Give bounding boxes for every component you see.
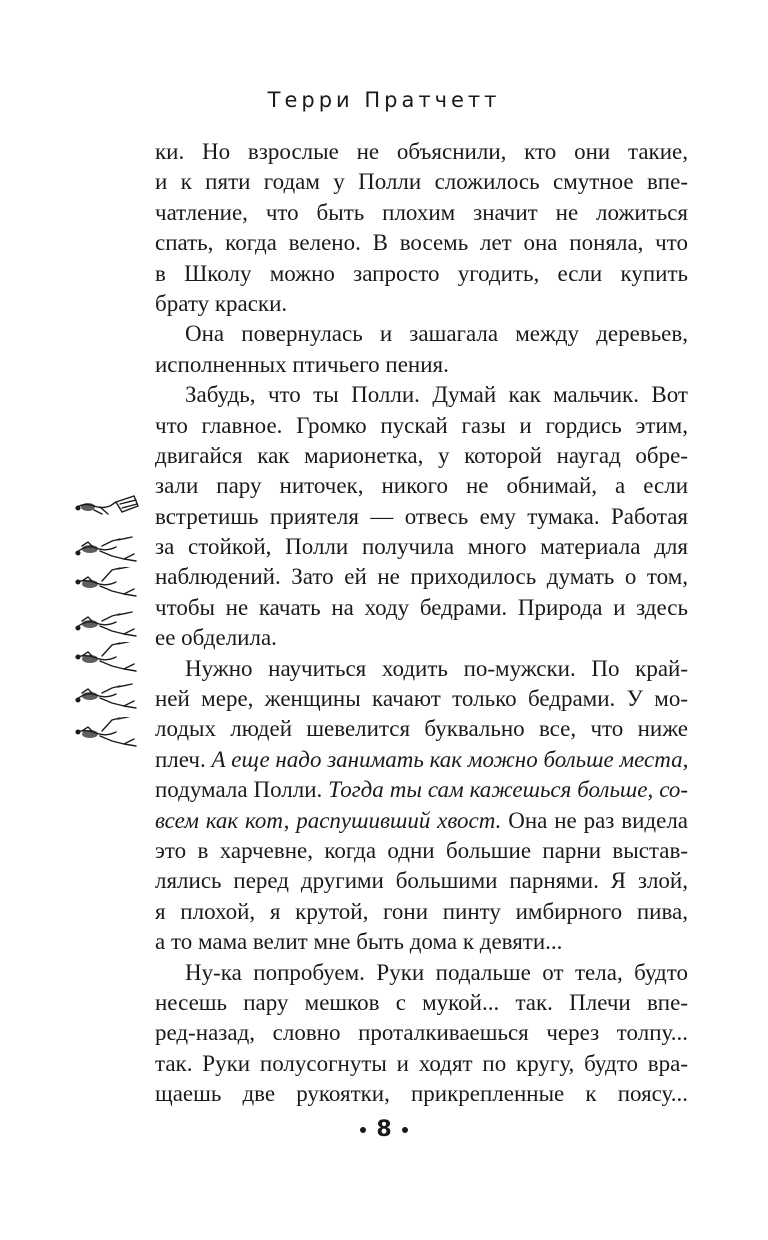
text-line: исполненных птичьего пения. [155, 351, 449, 377]
text-line: плеч. А еще надо занимать как можно больше места, [155, 746, 689, 772]
text-line: за стойкой, Полли получила много материала для [155, 534, 688, 560]
text-line: а то мама велит мне быть дома к девяти... [155, 929, 563, 955]
text-line: что главное. Громко пускай газы и гордись этим, [155, 412, 688, 438]
text-line: ее обделила. [155, 625, 277, 651]
text-line: брату краски. [155, 290, 288, 316]
text-line: ней мере, женщины качают только бедрами. У мо- [155, 686, 688, 712]
falling-witch-flipbook-icon [72, 679, 144, 709]
text-line: Она повернулась и зашагала между деревьев, [185, 321, 688, 347]
text-line: Нужно научиться ходить по-мужски. По край- [185, 655, 688, 681]
text-line: ред-назад, словно проталкиваешься через толпу... [155, 1020, 688, 1046]
text-line: так. Руки полусогнуты и ходят по кругу, будто вра- [155, 1050, 688, 1076]
falling-witch-flipbook-icon [72, 642, 144, 672]
body-text [155, 137, 688, 1110]
falling-witch-flipbook-icon [72, 492, 144, 522]
text-line: всем как кот, распушивший хвост. Она не раз видела [155, 807, 689, 833]
text-line: лялись перед другими большими парнями. Я злой, [155, 868, 688, 894]
text-line: подумала Полли. Тогда ты сам кажешься больше, со- [155, 777, 688, 803]
text-line: я плохой, я крутой, гони пинту имбирного пива, [155, 898, 688, 924]
falling-witch-flipbook-icon [72, 717, 144, 747]
text-line: встретишь приятеля — отвесь ему тумака. Работая [155, 503, 688, 529]
falling-witch-flipbook-icon [72, 607, 144, 637]
text-line: чтобы не качать на ходу бедрами. Природа и здесь [155, 594, 688, 620]
bullet-icon [360, 1127, 366, 1133]
italic-phrase: А еще надо занимать как можно больше места, [211, 746, 689, 772]
text-line: зали пару ниточек, никого не обнимай, а если [155, 473, 688, 499]
text-line: лодых людей шевелится буквально все, что ниже [155, 716, 688, 742]
text-line: наблюдений. Зато ей не приходилось думать о том, [155, 564, 688, 590]
text-line: и к пяти годам у Полли сложилось смутное впе- [155, 169, 688, 195]
falling-witch-flipbook-icon [72, 532, 144, 562]
text-line: чатление, что быть плохим значит не ложиться [155, 199, 688, 225]
margin-flipbook-illustration [72, 492, 144, 762]
text-line: двигайся как марионетка, у которой наугад обре- [155, 442, 688, 468]
falling-witch-flipbook-icon [72, 567, 144, 597]
page-number: 8 [0, 1117, 768, 1142]
bullet-icon [402, 1127, 408, 1133]
text-line: несешь пару мешков с мукой... так. Плечи впе- [155, 989, 688, 1015]
text-line: ки. Но взрослые не объяснили, кто они такие, [155, 139, 688, 164]
text-line: это в харчевне, когда одни большие парни выстав- [155, 837, 688, 863]
text-line: в Школу можно запросто угодить, если купить [155, 260, 688, 286]
text-line: щаешь две рукоятки, прикрепленные к поясу... [155, 1081, 688, 1107]
running-head: Терри Пратчетт [267, 88, 501, 112]
text-line: Забудь, что ты Полли. Думай как мальчик. Вот [185, 382, 688, 408]
italic-phrase: Тогда ты сам кажешься больше, со- [328, 777, 688, 803]
italic-phrase: всем как кот, распушивший хвост. [155, 807, 502, 833]
text-line: спать, когда велено. В восемь лет она поняла, что [155, 230, 688, 256]
text-line: Ну-ка попробуем. Руки подальше от тела, будто [185, 959, 688, 985]
